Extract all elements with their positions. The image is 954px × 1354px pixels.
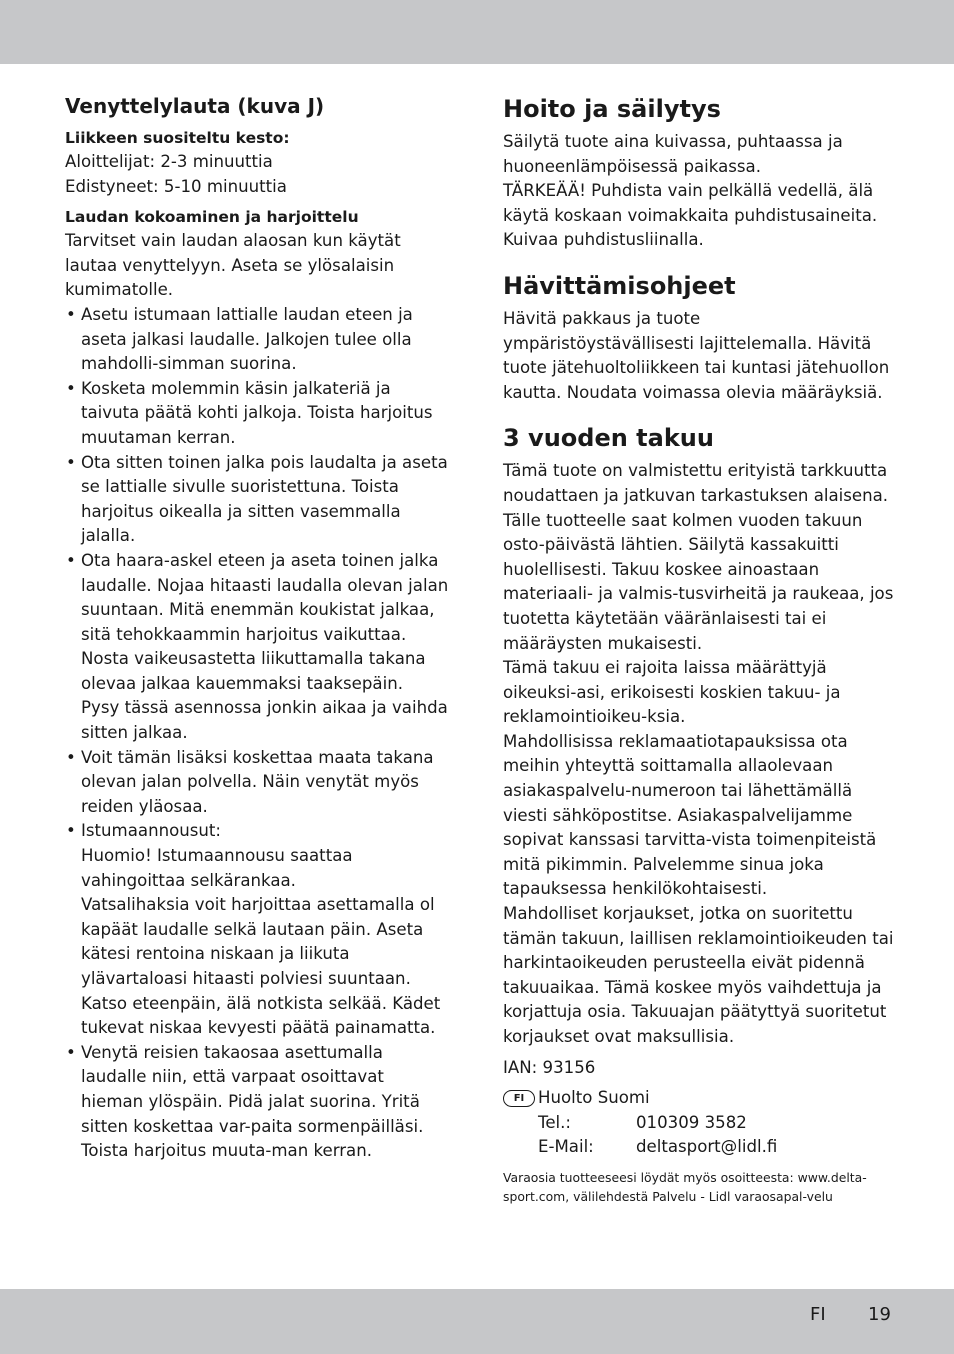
email-label: E-Mail: <box>538 1137 594 1157</box>
service-contact <box>503 1086 895 1160</box>
list-item: • Ota haara-askel eteen ja aseta toinen jalka laudalle. Nojaa hitaasti laudalla olevan jalan suuntaan. Mitä enemmän koukistat jalkaa, sitä tehokkaammin harjoitus vaikuttaa. Nosta vaikeusastetta liikuttamalla takana olevaa jalkaa kauemmaksi taaksepäin. Pysy tässä asennossa jonkin aikaa ja vaihda sitten jalkaa. <box>65 549 450 746</box>
list-item: • Ota sitten toinen jalka pois laudalta ja aseta se lattialle sivulle suoristettuna. Toista harjoitus oikealla ja sitten vasemmalla jalalla. <box>65 451 450 549</box>
section-title-warranty: 3 vuoden takuu <box>503 424 714 453</box>
section-title-care: Hoito ja säilytys <box>503 95 721 123</box>
list-item: • Asetu istumaan lattialle laudan eteen ja aseta jalkasi laudalle. Jalkojen tulee olla mahdolli-simman suorina. <box>65 303 450 377</box>
country-badge: FI <box>503 1090 535 1107</box>
service-phone <box>538 1111 895 1136</box>
warranty-paragraph: Mahdolliset korjaukset, jotka on suoritettu tämän takuun, laillisen reklamointioikeuden tai harkintaoikeuden perusteella eivät pidennä takuuaikaa. Tämä koskee myös vaihdettuja ja korjattuja osia. Takuuajan päätyttyä suoritetut korjaukset ovat maksullisia. <box>503 904 894 1046</box>
service-name: Huolto Suomi <box>538 1088 650 1108</box>
list-item: • Venytä reisien takaosaa asettumalla laudalle niin, että varpaat osoittavat hieman ylöspäin. Pidä jalat suorina. Yritä sitten koskettaa var-paita sormenpäilläsi. Toista harjoitus muuta-man kerran. <box>65 1041 450 1164</box>
disposal-text: Hävitä pakkaus ja tuote ympäristöystävällisesti lajittelemalla. Hävitä tuote jätehuoltoliikkeen tai kuntasi jätehuollon kautta. Noudata voimassa olevia määräyksiä. <box>503 308 890 402</box>
left-column <box>65 92 450 1164</box>
duration-label: Liikkeen suositeltu kesto: <box>65 129 290 147</box>
list-item: • Kosketa molemmin käsin jalkateriä ja taivuta päätä kohti jalkoja. Toista harjoitus muutaman kerran. <box>65 377 450 451</box>
beginners-duration: Aloittelijat: 2-3 minuuttia <box>65 152 273 171</box>
spare-parts-note: Varaosia tuotteeseesi löydät myös osoitteesta: www.delta-sport.com, välilehdestä Palvelu - Lidl varaosapal-velu <box>503 1169 867 1204</box>
section-title-disposal: Hävittämisohjeet <box>503 271 736 300</box>
warranty-paragraph: Tämä tuote on valmistettu erityistä tarkkuutta noudattaen ja jatkuvan tarkastuksen alaisena. Tälle tuotteelle saat kolmen vuoden takuun osto-päivästä lähtien. Säilytä kassakuitti huolellisesti. Takuu koskee ainoastaan materiaali- ja valmis-tusvirheitä ja raukeaa, jos tuotetta käytetään vääränlaisesti tai ei määräysten mukaisesti. <box>503 461 894 653</box>
care-important: TÄRKEÄÄ! Puhdista vain pelkällä vedellä, älä käytä koskaan voimakkaita puhdistusaineita. Kuivaa puhdistusliinalla. <box>503 181 878 250</box>
phone-value: 010309 3582 <box>636 1112 747 1132</box>
care-text: Säilytä tuote aina kuivassa, puhtaassa ja huoneenlämpöisessä paikassa. <box>503 132 843 176</box>
exercise-list <box>65 303 450 1164</box>
intro-text: Tarvitset vain laudan alaosan kun käytät lautaa venyttelyyn. Aseta se ylösalaisin kumimatolle. <box>65 231 401 300</box>
list-item: • Istumaannousut: Huomio! Istumaannousu saattaa vahingoittaa selkärankaa. Vatsalihaksia voit harjoittaa asettamalla ol kapäät laudalle selkä lautaan päin. Aseta kätesi rentoina niskaan ja liikuta ylävartaloasi hitaasti polviesi suuntaan. Katso eteenpäin, älä notkista selkää. Kädet tukevat niskaa kevyesti päätä painamatta. <box>65 819 450 1040</box>
page-number: 19 <box>868 1304 891 1325</box>
right-column <box>503 92 895 1206</box>
warranty-paragraph: Mahdollisissa reklamaatiotapauksissa ota meihin yhteyttä soittamalla allaolevaan asiakaspalvelu-numeroon tai lähettämällä viesti sähköpostitse. Asiakaspalvelijamme sopivat kanssasi tarvitta-vista toimenpiteistä mitä pikimmin. Palvelemme sinua joka tapauksessa henkilökohtaisesti. <box>503 731 877 899</box>
phone-label: Tel.: <box>538 1112 572 1132</box>
footer-language: FI <box>810 1304 826 1325</box>
service-email <box>538 1135 895 1160</box>
ian-number: IAN: 93156 <box>503 1057 596 1077</box>
assembly-label: Laudan kokoaminen ja harjoittelu <box>65 208 359 227</box>
advanced-duration: Edistyneet: 5-10 minuuttia <box>65 176 287 196</box>
section-title-stretch-board: Venyttelylauta (kuva J) <box>65 94 325 118</box>
header-band <box>0 0 954 64</box>
email-value: deltasport@lidl.fi <box>636 1137 778 1157</box>
warranty-paragraph: Tämä takuu ei rajoita laissa määrättyjä oikeuksi-asi, erikoisesti koskien takuu- ja reklamointioikeu-ksia. <box>503 658 841 727</box>
list-item: • Voit tämän lisäksi koskettaa maata takana olevan jalan polvella. Näin venytät myös reiden yläosaa. <box>65 746 450 820</box>
